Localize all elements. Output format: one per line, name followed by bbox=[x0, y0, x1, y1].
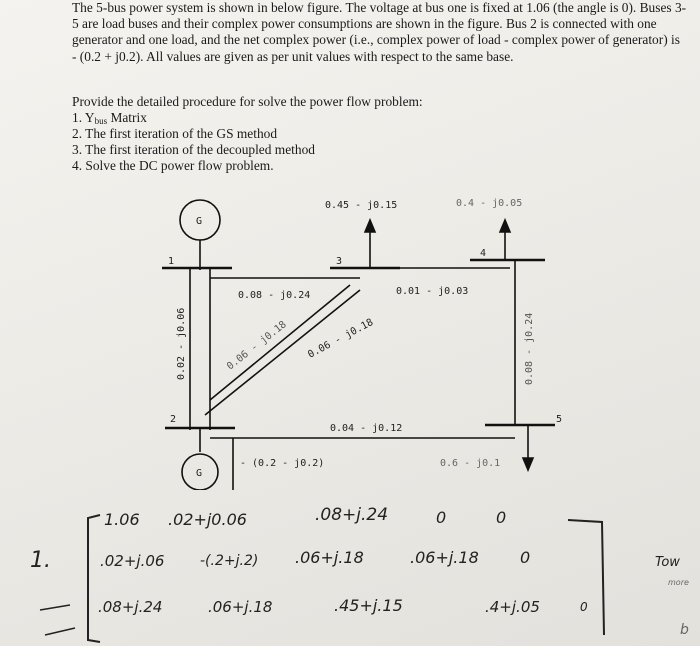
hw-r3c2: .06+j.18 bbox=[208, 598, 273, 616]
hw-r2c5: 0 bbox=[520, 548, 531, 567]
svg-text:3: 3 bbox=[336, 256, 343, 267]
svg-text:1: 1 bbox=[168, 256, 175, 267]
problem-paragraph bbox=[72, 0, 687, 65]
line-23-label: 0.06 - j0.18 bbox=[306, 317, 376, 361]
hw-r1c1: 1.06 bbox=[104, 510, 140, 529]
line-12-label: 0.02 - j0.06 bbox=[176, 307, 187, 380]
hw-r1c5: 0 bbox=[496, 508, 507, 527]
hw-r2c4: .06+j.18 bbox=[410, 548, 479, 567]
hw-r1c3: .08+j.24 bbox=[315, 505, 389, 525]
hw-note-right: Tow bbox=[655, 555, 680, 570]
task-item-gs: 2. The first iteration of the GS method bbox=[72, 126, 278, 141]
hw-r3c5: 0 bbox=[580, 600, 588, 614]
task-item-ybus: 1. $Y_{bus}$ Matrix bbox=[72, 110, 147, 126]
hw-r2c3: .06+j.18 bbox=[295, 548, 364, 567]
hw-r2c1: .02+j.06 bbox=[100, 552, 165, 570]
task-item-decoupled: 3. The first iteration of the decoupled method bbox=[72, 142, 315, 157]
svg-text:4: 4 bbox=[480, 248, 487, 259]
five-bus-diagram bbox=[150, 190, 570, 490]
line-14-label: 0.06 - j0.18 bbox=[225, 319, 289, 373]
instruction-line: Provide the detailed procedure for solve the power flow problem: bbox=[72, 94, 423, 109]
svg-text:5: 5 bbox=[556, 414, 563, 425]
load-bus5: 0.6 - j0.1 bbox=[440, 458, 501, 469]
line-13-label: 0.08 - j0.24 bbox=[238, 290, 311, 301]
load-bus3: 0.45 - j0.15 bbox=[325, 200, 398, 211]
load-bus4: 0.4 - j0.05 bbox=[456, 198, 523, 209]
svg-text:2: 2 bbox=[170, 414, 177, 425]
line-45-label: 0.08 - j0.24 bbox=[524, 312, 535, 385]
hw-r3c1: .08+j.24 bbox=[98, 598, 163, 616]
task-item-dc: 4. Solve the DC power flow problem. bbox=[72, 158, 274, 173]
line-34-label: 0.01 - j0.03 bbox=[396, 286, 469, 297]
problem-text: The 5-bus power system is shown in below figure. The voltage at bus one is fixed at 1.06 (the angle is 0). Buses 3-5 are load buses and their complex power consumptions are shown in the figure. Bus 2 is connected with one generator and one load, and the net complex power (i.e., complex power of load - complex power of generator) is - (0.2 + j0.2). All values are given as per unit values with respect to the same base. bbox=[72, 0, 687, 64]
gen1-label: G bbox=[196, 216, 203, 227]
hw-r3c3: .45+j.15 bbox=[334, 596, 403, 615]
task-list bbox=[72, 94, 572, 174]
gen2-label: G bbox=[196, 468, 203, 479]
hw-r2c2: -(.2+j.2) bbox=[200, 553, 259, 569]
hw-r1c2: .02+j0.06 bbox=[168, 510, 247, 529]
hw-note-more: more bbox=[668, 578, 689, 587]
hw-r1c4: 0 bbox=[436, 508, 447, 527]
hw-r3c4: .4+j.05 bbox=[485, 598, 540, 616]
line-25-label: 0.04 - j0.12 bbox=[330, 423, 403, 434]
hw-corner-mark: b bbox=[680, 622, 689, 638]
hw-number-one: 1. bbox=[30, 548, 51, 573]
load-bus2: - (0.2 - j0.2) bbox=[240, 458, 325, 469]
